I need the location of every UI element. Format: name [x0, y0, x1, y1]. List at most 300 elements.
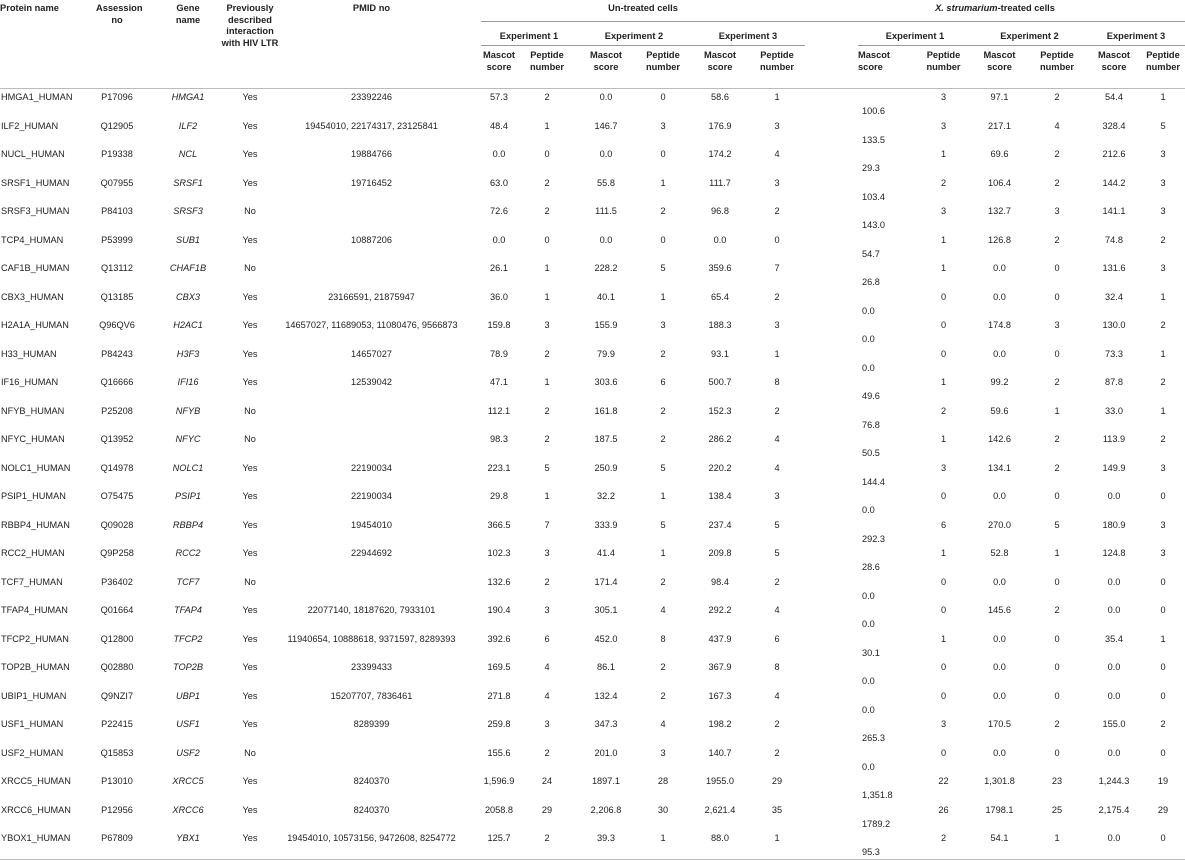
cell-un-e1-mascot: 26.1 — [490, 263, 508, 273]
cell-previous-interaction: No — [244, 263, 256, 273]
cell-un-e1-mascot: 102.3 — [487, 548, 511, 558]
cell-pmid: 11940654, 10888618, 9371597, 8289393 — [287, 633, 456, 644]
cell-un-e2-peptide: 5 — [660, 263, 666, 273]
cell-protein-name: NOLC1_HUMAN — [1, 462, 71, 473]
cell-gene-name: NOLC1 — [172, 462, 204, 473]
cell-tr-e1-peptide: 1 — [940, 263, 947, 273]
cell-tr-e3-peptide: 3 — [1160, 263, 1166, 273]
cell-tr-e2-mascot: 270.0 — [988, 519, 1011, 530]
cell-un-e3-mascot: 111.7 — [709, 177, 731, 188]
cell-tr-e3-peptide: 3 — [1160, 149, 1166, 159]
table-row — [0, 317, 1185, 346]
cell-un-e3-peptide: 5 — [774, 519, 780, 530]
cell-protein-name: NFYB_HUMAN — [1, 405, 65, 416]
cell-un-e3-mascot: 98.4 — [711, 576, 729, 587]
cell-tr-e3-peptide: 1 — [1160, 291, 1166, 302]
cell-previous-interaction: Yes — [242, 291, 258, 302]
cell-un-e1-peptide: 2 — [544, 434, 550, 444]
cell-un-e3-mascot: 174.2 — [708, 149, 732, 159]
cell-tr-e1-peptide: 3 — [940, 92, 947, 102]
cell-un-e1-mascot: 125.7 — [481, 830, 517, 859]
cell-protein-name: RBBP4_HUMAN — [1, 519, 70, 530]
cell-tr-e1-mascot: 144.4 — [862, 476, 885, 487]
cell-un-e2-mascot: 32.2 — [597, 491, 615, 501]
cell-protein-name: TFCP2_HUMAN — [1, 633, 69, 644]
cell-protein-name: XRCC5_HUMAN — [1, 776, 71, 786]
cell-gene-name: TOP2B — [173, 662, 203, 672]
cell-pmid — [284, 203, 459, 232]
cell-accession: Q12905 — [100, 120, 134, 131]
protein-table — [0, 3, 1185, 860]
table-row — [0, 688, 1185, 717]
cell-un-e2-mascot: 1897.1 — [591, 776, 621, 786]
cell-tr-e1-peptide: 2 — [915, 830, 972, 859]
cell-tr-e2-mascot: 0.0 — [993, 633, 1006, 644]
cell-accession: Q01664 — [100, 605, 134, 615]
cell-tr-e2-peptide: 2 — [1054, 92, 1060, 102]
cell-un-e3-mascot: 198.2 — [708, 719, 732, 729]
table-row — [0, 374, 1185, 403]
cell-un-e3-mascot: 88.0 — [691, 830, 749, 859]
cell-previous-interaction: Yes — [242, 92, 258, 102]
cell-tr-e1-peptide: 0 — [940, 747, 947, 758]
cell-un-e1-mascot: 98.3 — [490, 434, 508, 444]
cell-gene-name: YBX1 — [160, 830, 216, 859]
table-row — [0, 175, 1185, 204]
cell-previous-interaction: Yes — [242, 690, 258, 701]
cell-un-e3-peptide: 4 — [774, 149, 780, 159]
cell-pmid — [284, 574, 459, 603]
table-row — [0, 631, 1185, 660]
cell-tr-e3-peptide: 3 — [1160, 519, 1166, 530]
cell-tr-e1-mascot: 103.4 — [862, 191, 885, 202]
cell-protein-name: CAF1B_HUMAN — [1, 263, 70, 273]
cell-un-e1-mascot: 155.6 — [487, 747, 511, 758]
cell-tr-e2-mascot: 0.0 — [993, 291, 1006, 302]
cell-tr-e2-mascot: 59.6 — [990, 405, 1009, 416]
cell-tr-e2-mascot: 217.1 — [988, 120, 1011, 131]
cell-tr-e3-mascot: 0.0 — [1107, 605, 1121, 615]
cell-gene-name: SRSF1 — [173, 177, 203, 188]
cell-pmid: 22944692 — [351, 548, 392, 558]
cell-un-e3-mascot: 65.4 — [711, 291, 729, 302]
cell-un-e1-peptide: 6 — [544, 633, 550, 644]
cell-un-e2-mascot: 171.4 — [594, 576, 618, 587]
cell-tr-e3-mascot: 328.4 — [1102, 120, 1126, 131]
cell-tr-e1-peptide: 2 — [940, 405, 947, 416]
cell-tr-e2-peptide: 2 — [1054, 719, 1060, 729]
cell-tr-e1-peptide: 0 — [940, 291, 947, 302]
cell-un-e2-mascot: 228.2 — [594, 263, 618, 273]
cell-tr-e1-peptide: 0 — [940, 491, 947, 501]
cell-un-e1-mascot: 190.4 — [487, 605, 511, 615]
cell-un-e1-peptide: 2 — [544, 747, 550, 758]
cell-un-e2-mascot: 161.8 — [594, 405, 618, 416]
cell-tr-e2-peptide: 2 — [1054, 234, 1060, 245]
cell-tr-e2-mascot: 126.8 — [988, 234, 1011, 245]
table-row — [0, 203, 1185, 232]
cell-un-e1-mascot: 48.4 — [490, 120, 508, 131]
cell-accession: Q16666 — [100, 377, 134, 387]
cell-un-e3-mascot: 140.7 — [708, 747, 732, 758]
cell-accession: P17096 — [101, 92, 133, 102]
cell-tr-e2-mascot: 0.0 — [993, 348, 1006, 359]
cell-un-e2-mascot: 41.4 — [597, 548, 615, 558]
cell-un-e3-peptide: 2 — [774, 206, 780, 216]
table-row — [0, 659, 1185, 688]
cell-un-e2-mascot: 146.7 — [594, 120, 618, 131]
cell-tr-e1-mascot: 0.0 — [862, 761, 875, 772]
cell-tr-e3-peptide: 3 — [1160, 548, 1166, 558]
cell-tr-e2-mascot: 142.6 — [988, 434, 1011, 444]
cell-un-e3-mascot: 188.3 — [708, 320, 732, 330]
cell-tr-e2-peptide: 0 — [1054, 576, 1060, 587]
cell-tr-e2-mascot: 132.7 — [988, 206, 1011, 216]
cell-tr-e2-peptide: 0 — [1054, 348, 1060, 359]
cell-tr-e2-mascot: 0.0 — [993, 662, 1006, 672]
cell-un-e2-peptide: 0 — [660, 149, 666, 159]
cell-gene-name: XRCC6 — [172, 804, 204, 815]
cell-pmid — [284, 745, 459, 774]
un-e3-mascot: Mascot score — [703, 50, 737, 72]
cell-previous-interaction: Yes — [242, 177, 258, 188]
cell-tr-e1-mascot: 76.8 — [862, 419, 880, 430]
cell-un-e3-peptide: 3 — [774, 177, 780, 188]
cell-un-e3-peptide: 3 — [774, 120, 780, 131]
cell-gene-name: NFYC — [175, 434, 201, 444]
cell-tr-e3-peptide: 2 — [1160, 434, 1166, 444]
cell-tr-e3-peptide: 19 — [1157, 776, 1169, 786]
cell-tr-e3-peptide: 2 — [1160, 320, 1166, 330]
cell-previous-interaction: Yes — [242, 234, 258, 245]
cell-un-e3-mascot: 220.2 — [708, 462, 732, 473]
cell-un-e1-mascot: 57.3 — [490, 92, 508, 102]
cell-un-e2-mascot: 86.1 — [597, 662, 615, 672]
cell-un-e2-peptide: 1 — [660, 491, 666, 501]
cell-pmid: 22190034 — [351, 462, 392, 473]
cell-un-e3-mascot: 167.3 — [708, 690, 732, 701]
un-e2-mascot: Mascot score — [589, 50, 623, 72]
cell-un-e1-peptide: 5 — [544, 462, 550, 473]
cell-tr-e2-peptide: 2 — [1054, 177, 1060, 188]
cell-tr-e1-mascot: 133.5 — [862, 134, 885, 145]
cell-tr-e3-peptide: 1 — [1160, 92, 1166, 102]
cell-un-e3-peptide: 7 — [774, 263, 780, 273]
cell-tr-e1-mascot: 95.3 — [858, 830, 915, 859]
cell-un-e2-mascot: 303.6 — [594, 377, 618, 387]
cell-tr-e3-peptide: 3 — [1160, 206, 1166, 216]
cell-tr-e3-peptide: 3 — [1160, 462, 1166, 473]
cell-previous-interaction: Yes — [242, 804, 258, 815]
cell-gene-name: ILF2 — [178, 120, 198, 131]
cell-un-e1-mascot: 366.5 — [487, 519, 511, 530]
cell-gene-name: TFAP4 — [174, 605, 202, 615]
cell-gene-name: USF2 — [176, 747, 200, 758]
cell-tr-e2-mascot: 106.4 — [988, 177, 1011, 188]
cell-tr-e2-peptide: 2 — [1054, 434, 1060, 444]
untreated-exp3: Experiment 3 — [691, 22, 805, 46]
cell-tr-e2-peptide: 1 — [1054, 405, 1060, 416]
cell-un-e3-mascot: 152.3 — [708, 405, 732, 416]
group-treated — [805, 3, 1185, 22]
cell-un-e3-peptide: 2 — [774, 747, 780, 758]
cell-tr-e3-peptide: 29 — [1157, 804, 1169, 815]
cell-protein-name: IF16_HUMAN — [1, 377, 59, 387]
cell-un-e1-peptide: 29 — [541, 804, 553, 815]
cell-un-e2-mascot: 132.4 — [594, 690, 618, 701]
treated-exp1: Experiment 1 — [858, 22, 972, 46]
cell-un-e1-mascot: 223.1 — [487, 462, 511, 473]
cell-un-e1-peptide: 1 — [544, 377, 550, 387]
cell-pmid: 8240370 — [353, 804, 390, 815]
cell-accession: P53999 — [101, 234, 133, 245]
cell-tr-e1-peptide: 3 — [940, 719, 947, 729]
cell-tr-e3-mascot: 73.3 — [1105, 348, 1123, 359]
cell-accession: P12956 — [101, 804, 133, 815]
cell-accession: Q12800 — [100, 633, 134, 644]
cell-un-e3-peptide: 5 — [774, 548, 780, 558]
cell-tr-e3-mascot: 87.8 — [1105, 377, 1123, 387]
table-row — [0, 260, 1185, 289]
cell-un-e2-peptide: 0 — [660, 234, 666, 245]
cell-tr-e1-mascot: 30.1 — [862, 647, 880, 658]
cell-un-e2-mascot: 305.1 — [594, 605, 618, 615]
cell-accession: Q13112 — [100, 263, 133, 273]
table-row — [0, 574, 1185, 603]
cell-pmid: 8240370 — [353, 776, 390, 786]
cell-un-e2-mascot: 347.3 — [594, 719, 618, 729]
cell-un-e3-peptide: 8 — [774, 662, 780, 672]
cell-accession: Q13185 — [100, 291, 134, 302]
cell-previous-interaction: Yes — [242, 377, 258, 387]
cell-un-e3-mascot: 292.2 — [708, 605, 732, 615]
cell-tr-e2-mascot: 0.0 — [993, 747, 1006, 758]
cell-protein-name: SRSF1_HUMAN — [1, 177, 70, 188]
cell-tr-e1-peptide: 0 — [940, 320, 947, 330]
cell-tr-e1-peptide: 3 — [940, 462, 947, 473]
cell-un-e3-peptide: 6 — [774, 633, 780, 644]
cell-un-e1-mascot: 169.5 — [487, 662, 511, 672]
cell-tr-e1-peptide: 6 — [940, 519, 947, 530]
cell-protein-name: RCC2_HUMAN — [1, 548, 65, 558]
cell-previous-interaction: No — [244, 405, 256, 416]
table-row — [0, 545, 1185, 574]
cell-un-e1-peptide: 3 — [544, 320, 550, 330]
cell-tr-e1-mascot: 29.3 — [862, 163, 880, 173]
cell-tr-e3-mascot: 33.0 — [1105, 405, 1123, 416]
cell-un-e1-mascot: 159.8 — [487, 320, 511, 330]
cell-tr-e3-mascot: 1,244.3 — [1098, 776, 1130, 786]
cell-un-e2-mascot: 40.1 — [597, 291, 615, 302]
cell-tr-e1-mascot: 0.0 — [862, 676, 875, 686]
cell-tr-e1-mascot: 143.0 — [862, 220, 885, 230]
cell-un-e2-mascot: 0.0 — [599, 234, 613, 245]
cell-pmid: 23392246 — [351, 92, 392, 102]
cell-previous-interaction: Yes — [242, 348, 258, 359]
cell-tr-e2-peptide: 2 — [1054, 462, 1060, 473]
tr-e2-mascot: Mascot score — [983, 50, 1016, 72]
cell-tr-e2-mascot: 1,301.8 — [984, 776, 1015, 786]
tr-e1-peptide: Peptide number — [926, 50, 961, 72]
cell-tr-e3-mascot: 212.6 — [1102, 149, 1126, 159]
cell-un-e1-peptide: 3 — [544, 605, 550, 615]
cell-un-e1-mascot: 112.1 — [487, 405, 511, 416]
cell-gene-name: UBP1 — [175, 690, 200, 701]
cell-tr-e3-peptide: 0 — [1160, 605, 1166, 615]
cell-tr-e1-peptide: 1 — [940, 234, 947, 245]
table-row — [0, 118, 1185, 147]
cell-pmid: 8289399 — [353, 719, 390, 729]
cell-tr-e1-mascot: 0.0 — [862, 590, 875, 601]
cell-un-e3-peptide: 1 — [749, 830, 805, 859]
cell-tr-e1-mascot: 292.3 — [862, 533, 885, 544]
cell-pmid: 22077140, 18187620, 7933101 — [307, 605, 436, 615]
cell-un-e2-mascot: 250.9 — [594, 462, 618, 473]
cell-un-e3-peptide: 4 — [774, 462, 780, 473]
table-row — [0, 289, 1185, 318]
cell-tr-e2-peptide: 3 — [1054, 206, 1060, 216]
cell-tr-e3-mascot: 144.2 — [1102, 177, 1126, 188]
table-row — [0, 773, 1185, 802]
cell-tr-e3-mascot: 0.0 — [1087, 830, 1141, 859]
cell-un-e2-mascot: 187.5 — [594, 434, 618, 444]
un-e1-mascot: Mascot score — [482, 50, 516, 72]
cell-un-e1-mascot: 392.6 — [487, 633, 511, 644]
cell-protein-name: H33_HUMAN — [1, 348, 57, 359]
cell-tr-e3-mascot: 155.0 — [1102, 719, 1126, 729]
cell-tr-e3-peptide: 0 — [1160, 662, 1166, 672]
cell-un-e2-mascot: 452.0 — [594, 633, 618, 644]
cell-un-e3-mascot: 209.8 — [708, 548, 732, 558]
cell-tr-e1-mascot: 1,351.8 — [862, 790, 893, 800]
cell-tr-e3-mascot: 74.8 — [1105, 234, 1123, 245]
cell-un-e3-mascot: 359.6 — [708, 263, 732, 273]
cell-tr-e2-peptide: 0 — [1054, 633, 1060, 644]
cell-un-e3-peptide: 2 — [774, 291, 780, 302]
cell-gene-name: TCF7 — [176, 576, 200, 587]
cell-tr-e2-peptide: 0 — [1054, 690, 1060, 701]
col-pmid: PMID no — [352, 3, 391, 13]
cell-pmid: 19884766 — [351, 149, 392, 159]
cell-un-e2-mascot: 111.5 — [595, 206, 617, 216]
cell-accession: Q09028 — [100, 519, 134, 530]
cell-accession: Q9P258 — [100, 548, 134, 558]
cell-previous-interaction: Yes — [216, 830, 284, 859]
cell-un-e2-peptide: 2 — [660, 434, 666, 444]
cell-un-e1-mascot: 47.1 — [490, 377, 508, 387]
cell-un-e3-mascot: 93.1 — [711, 348, 729, 359]
cell-accession: Q96QV6 — [99, 320, 135, 330]
cell-tr-e2-peptide: 2 — [1054, 149, 1060, 159]
un-e1-peptide: Peptide number — [529, 50, 565, 72]
cell-un-e2-peptide: 28 — [657, 776, 669, 786]
cell-un-e3-mascot: 96.8 — [711, 206, 729, 216]
cell-un-e3-mascot: 367.9 — [708, 662, 732, 672]
cell-protein-name: SRSF3_HUMAN — [1, 206, 70, 216]
cell-un-e2-peptide: 2 — [660, 576, 666, 587]
cell-accession: P22415 — [101, 719, 133, 729]
cell-pmid — [284, 260, 459, 289]
cell-previous-interaction: Yes — [242, 776, 258, 786]
cell-protein-name: YBOX1_HUMAN — [0, 830, 74, 859]
table-row — [0, 488, 1185, 517]
cell-un-e1-mascot: 132.6 — [487, 576, 511, 587]
cell-tr-e3-peptide: 0 — [1160, 747, 1166, 758]
cell-gene-name: H2AC1 — [173, 320, 203, 330]
cell-gene-name: USF1 — [176, 719, 200, 729]
cell-tr-e1-peptide: 1 — [940, 434, 947, 444]
cell-tr-e3-peptide: 0 — [1160, 491, 1166, 501]
cell-tr-e3-mascot: 54.4 — [1105, 92, 1123, 102]
species-name: X. strumarium — [935, 3, 998, 13]
table-row — [0, 146, 1185, 175]
cell-previous-interaction: Yes — [242, 548, 258, 558]
cell-tr-e1-peptide: 26 — [938, 804, 949, 815]
cell-un-e1-mascot: 271.8 — [487, 690, 511, 701]
cell-tr-e3-peptide: 2 — [1160, 719, 1166, 729]
cell-un-e3-peptide: 8 — [774, 377, 780, 387]
cell-un-e2-mascot: 2,206.8 — [590, 804, 622, 815]
cell-tr-e2-peptide: 1 — [1054, 548, 1060, 558]
table-body — [0, 89, 1185, 860]
cell-pmid: 23399433 — [351, 662, 392, 672]
un-e3-peptide: Peptide number — [759, 50, 795, 72]
cell-tr-e3-peptide: 0 — [1160, 576, 1166, 587]
cell-gene-name: NFYB — [175, 405, 201, 416]
col-gene-name: Gene name — [175, 3, 201, 25]
cell-un-e3-peptide: 3 — [774, 491, 780, 501]
cell-tr-e1-mascot: 0.0 — [862, 704, 875, 715]
cell-un-e1-peptide: 2 — [517, 830, 577, 859]
cell-un-e2-mascot: 201.0 — [594, 747, 618, 758]
cell-tr-e2-peptide: 0 — [1054, 662, 1060, 672]
cell-gene-name: RBBP4 — [172, 519, 204, 530]
table-row — [0, 802, 1185, 831]
cell-protein-name: TCP4_HUMAN — [1, 234, 64, 245]
cell-un-e1-mascot: 78.9 — [490, 348, 508, 359]
cell-pmid — [284, 431, 459, 460]
cell-previous-interaction: Yes — [242, 605, 258, 615]
cell-pmid: 15207707, 7836461 — [330, 690, 413, 701]
cell-tr-e1-peptide: 0 — [940, 605, 947, 615]
cell-tr-e1-mascot: 49.6 — [862, 391, 880, 401]
table-row — [0, 460, 1185, 489]
cell-accession: Q14978 — [100, 462, 134, 473]
cell-un-e1-mascot: 63.0 — [490, 177, 508, 188]
cell-accession: P13010 — [101, 776, 133, 786]
cell-un-e1-peptide: 1 — [544, 491, 550, 501]
cell-un-e3-mascot: 1955.0 — [705, 776, 735, 786]
cell-tr-e2-mascot: 170.5 — [988, 719, 1011, 729]
tr-e2-peptide: Peptide number — [1039, 50, 1075, 72]
cell-un-e2-peptide: 2 — [660, 662, 666, 672]
cell-un-e3-mascot: 0.0 — [713, 234, 727, 245]
cell-tr-e1-mascot: 0.0 — [862, 505, 875, 515]
cell-un-e2-peptide: 1 — [635, 830, 691, 859]
cell-un-e3-peptide: 1 — [774, 92, 780, 102]
cell-tr-e2-mascot: 0.0 — [993, 576, 1006, 587]
cell-protein-name: NUCL_HUMAN — [1, 149, 65, 159]
cell-pmid: 22190034 — [351, 491, 392, 501]
cell-tr-e3-peptide: 5 — [1160, 120, 1166, 131]
cell-tr-e2-mascot: 0.0 — [993, 263, 1006, 273]
cell-un-e3-mascot: 500.7 — [708, 377, 732, 387]
cell-un-e2-mascot: 155.9 — [594, 320, 618, 330]
cell-previous-interaction: Yes — [242, 491, 258, 501]
cell-tr-e3-mascot: 141.1 — [1102, 206, 1126, 216]
cell-un-e1-peptide: 2 — [544, 576, 550, 587]
cell-un-e2-mascot: 0.0 — [599, 149, 613, 159]
